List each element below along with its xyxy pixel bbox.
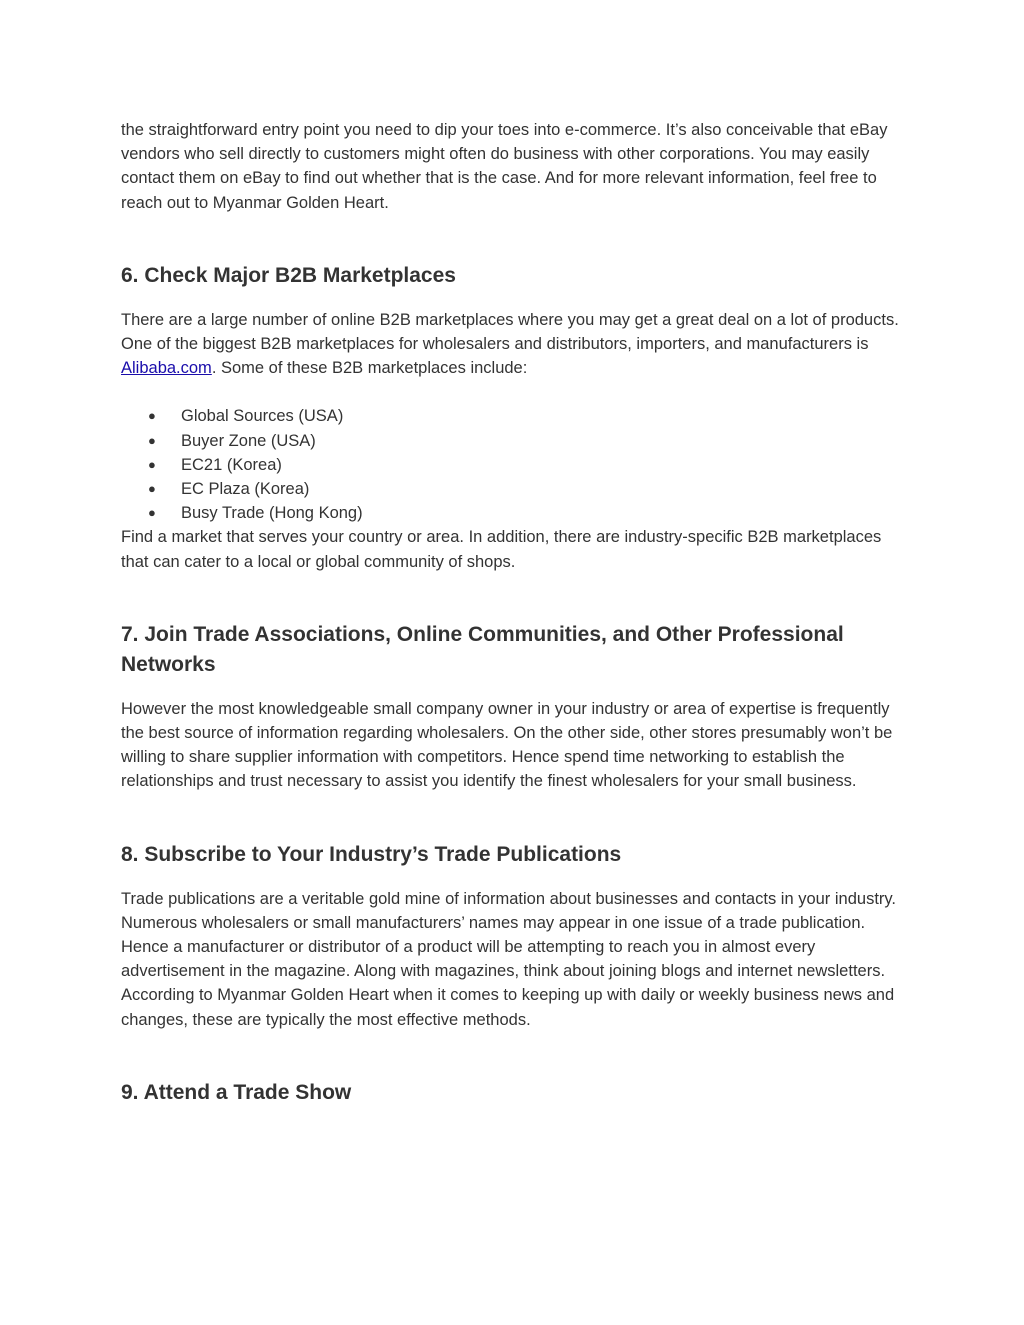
section-6-text-after-link: . Some of these B2B marketplaces include: bbox=[211, 359, 528, 378]
list-item-text: EC Plaza (Korea) bbox=[181, 480, 310, 499]
list-item-text: Busy Trade (Hong Kong) bbox=[181, 504, 363, 523]
list-item bbox=[121, 477, 911, 501]
bullet-icon: ● bbox=[148, 432, 156, 448]
list-item bbox=[121, 429, 911, 453]
list-item-text: Buyer Zone (USA) bbox=[181, 431, 316, 450]
section-7-heading: 7. Join Trade Associations, Online Communities, and Other Professional Networks bbox=[121, 622, 844, 676]
bullet-icon: ● bbox=[148, 408, 156, 424]
list-item bbox=[121, 453, 911, 477]
list-item-text: EC21 (Korea) bbox=[181, 455, 282, 474]
section-7-paragraph: However the most knowledgeable small company owner in your industry or area of expertise is frequently the best source of information regarding wholesalers. On the other side, other stores presumably won’t be willing to share supplier information with competitors. Hence spend time networking to establish the relationships and trust necessary to assist you identify the finest wholesalers for your small business. bbox=[121, 699, 893, 791]
document-page bbox=[121, 118, 911, 1108]
section-9-heading: 9. Attend a Trade Show bbox=[121, 1080, 352, 1104]
section-6-text-before-link: There are a large number of online B2B marketplaces where you may get a great deal on a lot of products. One of the biggest B2B marketplaces for wholesalers and distributors, importers, and manufacturers is bbox=[121, 310, 899, 354]
section-6-heading: 6. Check Major B2B Marketplaces bbox=[121, 263, 456, 287]
section-6-closing: Find a market that serves your country or area. In addition, there are industry-specific B2B marketplaces that can cater to a local or global community of shops. bbox=[121, 528, 882, 571]
section-8-paragraph: Trade publications are a veritable gold mine of information about businesses and contacts in your industry. Numerous wholesalers or small manufacturers’ names may appear in one issue of a trade publication. Hence a manufacturer or distributor of a product will be attempting to reach you in almost every advertisement in the magazine. Along with magazines, think about joining blogs and internet newsletters. According to Myanmar Golden Heart when it comes to keeping up with daily or weekly business news and changes, these are typically the most effective methods. bbox=[121, 889, 897, 1029]
list-item bbox=[121, 501, 911, 525]
intro-paragraph: the straightforward entry point you need to dip your toes into e-commerce. It’s also conceivable that eBay vendors who sell directly to customers might often do business with other corporations. You may easily contact them on eBay to find out whether that is the case. And for more relevant information, feel free to reach out to Myanmar Golden Heart. bbox=[121, 121, 888, 212]
marketplace-list bbox=[121, 404, 911, 525]
list-item-text: Global Sources (USA) bbox=[181, 407, 344, 426]
list-item bbox=[121, 404, 911, 428]
section-6-paragraph bbox=[121, 308, 911, 381]
alibaba-link[interactable]: Alibaba.com bbox=[121, 359, 212, 378]
section-8-heading: 8. Subscribe to Your Industry’s Trade Publications bbox=[121, 842, 622, 866]
bullet-icon: ● bbox=[148, 456, 156, 472]
bullet-icon: ● bbox=[148, 481, 156, 497]
bullet-icon: ● bbox=[148, 505, 156, 521]
